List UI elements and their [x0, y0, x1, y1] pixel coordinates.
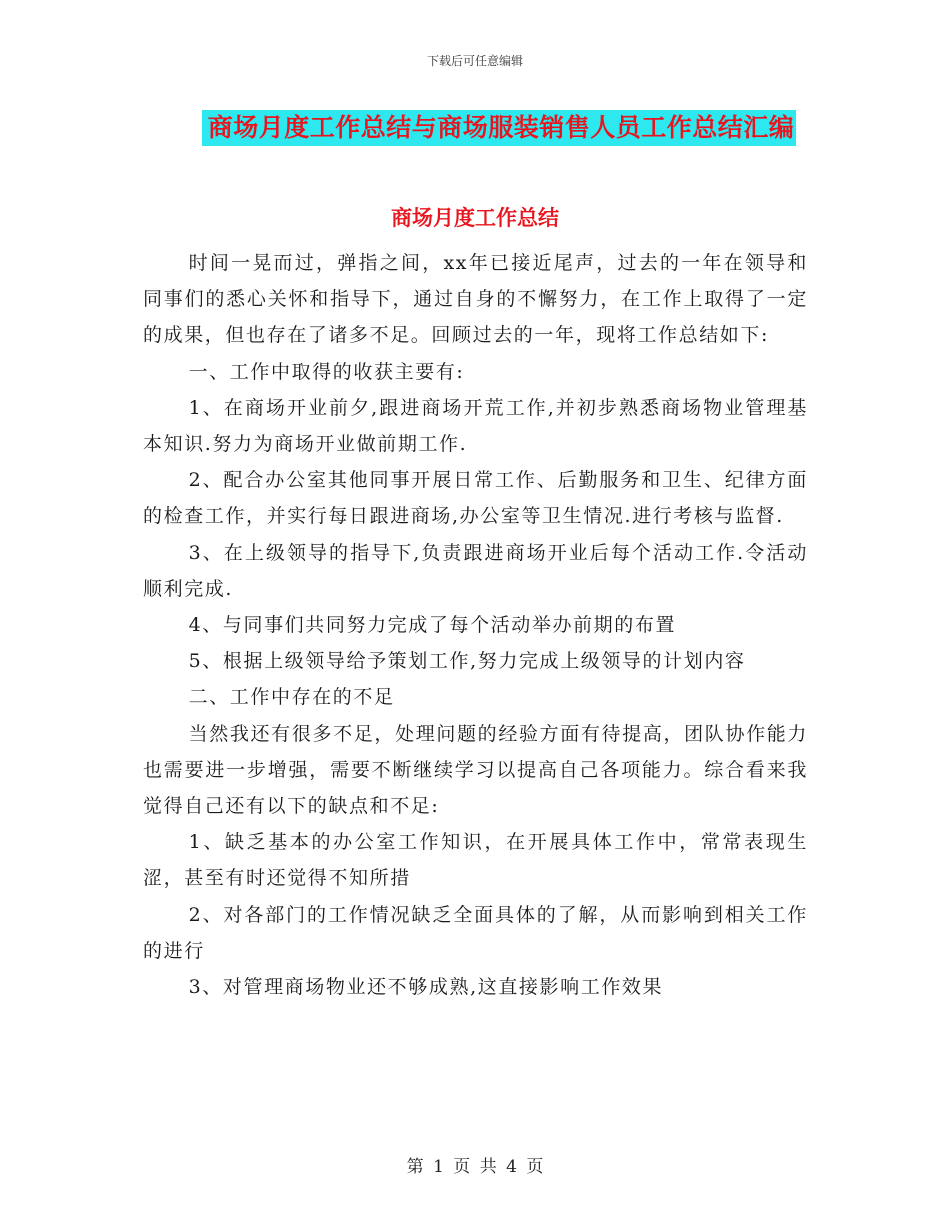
paragraph: 2、配合办公室其他同事开展日常工作、后勤服务和卫生、纪律方面的检查工作，并实行每日跟进商场,办公室等卫生情况.进行考核与监督. [143, 469, 808, 528]
paragraph: 二、工作中存在的不足 [188, 686, 395, 709]
section-title: 商场月度工作总结 [391, 205, 559, 230]
paragraph: 5、根据上级领导给予策划工作,努力完成上级领导的计划内容 [188, 650, 746, 673]
document-title-container [0, 110, 950, 146]
paragraph: 1、在商场开业前夕,跟进商场开荒工作,并初步熟悉商场物业管理基本知识.努力为商场开业做前期工作. [143, 396, 808, 456]
paragraph: 当然我还有很多不足，处理问题的经验方面有待提高，团队协作能力也需要进一步增强，需要不断继续学习以提高自己各项能力。综合看来我觉得自己还有以下的缺点和不足: [143, 722, 808, 818]
paragraph: 3、对管理商场物业还不够成熟,这直接影响工作效果 [188, 976, 664, 999]
document-body [143, 245, 808, 1005]
page-header-note: 下载后可任意编辑 [426, 54, 523, 68]
document-title: 商场月度工作总结与商场服装销售人员工作总结汇编 [202, 110, 797, 146]
paragraph: 时间一晃而过，弹指之间，xx年已接近尾声，过去的一年在领导和同事们的悉心关怀和指导下，通过自身的不懈努力，在工作上取得了一定的成果，但也存在了诸多不足。回顾过去的一年，现将工作总结如下: [143, 252, 808, 347]
paragraph: 2、对各部门的工作情况缺乏全面具体的了解，从而影响到相关工作的进行 [143, 903, 808, 962]
paragraph: 1、缺乏基本的办公室工作知识，在开展具体工作中，常常表现生涩，甚至有时还觉得不知所措 [143, 831, 808, 890]
paragraph: 一、工作中取得的收获主要有: [188, 360, 465, 383]
paragraph: 4、与同事们共同努力完成了每个活动举办前期的布置 [188, 614, 677, 637]
page-number-footer: 第 1 页 共 4 页 [406, 1157, 544, 1177]
paragraph: 3、在上级领导的指导下,负责跟进商场开业后每个活动工作.令活动顺利完成. [143, 541, 808, 600]
